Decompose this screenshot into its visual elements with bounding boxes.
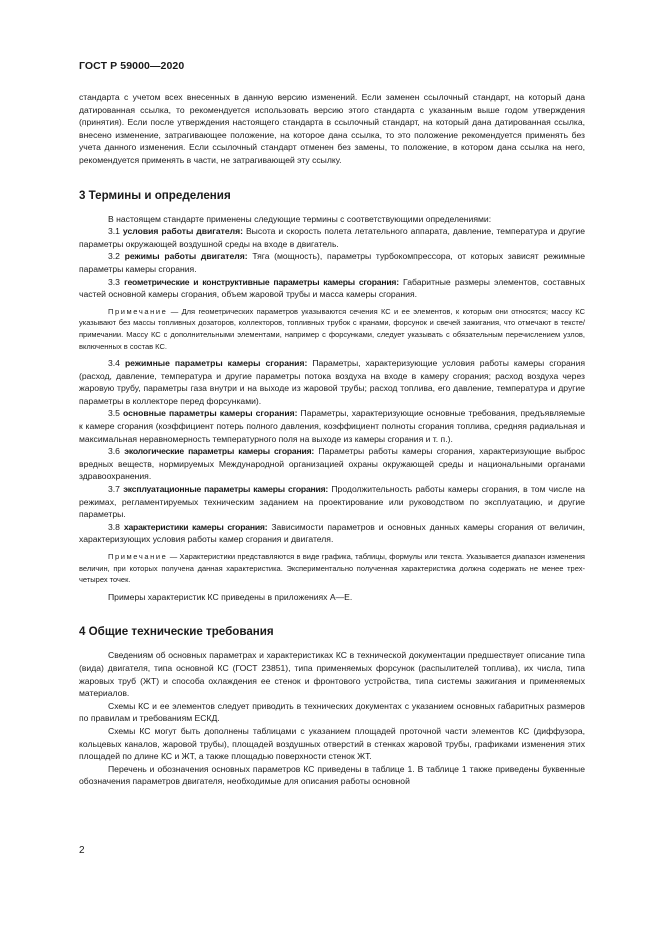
term-3-5 bbox=[79, 407, 585, 445]
term-definition: Зависимости параметров и основных данных камеры сгорания от величин, характеризующих условия работы камер сгорания и двигателя. bbox=[79, 521, 585, 545]
term-number: 3.1 bbox=[108, 226, 120, 237]
section-3-intro: В настоящем стандарте применены следующие термины с соответствующими определениями: bbox=[108, 213, 492, 224]
term-name: основные параметры камеры сгорания: bbox=[122, 408, 298, 419]
term-definition: Габаритные размеры элементов, составных частей основной камеры сгорания, объем жаровой трубы и масса камеры сгорания. bbox=[79, 276, 586, 300]
page-number: 2 bbox=[79, 845, 85, 856]
term-name: эксплуатационные параметры камеры сгорания: bbox=[123, 484, 329, 495]
term-3-7 bbox=[79, 483, 585, 521]
term-3-3 bbox=[79, 276, 585, 301]
section-4-paragraph: Схемы КС могут быть дополнены таблицами с указанием площадей проточной части элементов КС (диффузора, кольцевых каналов, жаровой трубы), площадей воздушных отверстий в стенках жаровой трубы, графиками изменения этих площадей по длине КС и ЖТ, а также площадью поверхности стенок ЖТ. bbox=[79, 725, 585, 762]
section-3-heading: 3 Термины и определения bbox=[79, 188, 231, 202]
section-4-paragraph: Перечень и обозначения основных параметров КС приведены в таблице 1. В таблице 1 также приведены буквенные обозначения параметров двигателя, необходимые для описания работы основной bbox=[79, 763, 585, 787]
term-3-6 bbox=[79, 445, 585, 483]
term-definition: Тяга (мощность), параметры турбокомпрессора, от которых зависят режимные параметры камеры сгорания. bbox=[79, 251, 586, 274]
term-3-1 bbox=[79, 225, 585, 250]
term-definition: Продолжительность работы камеры сгорания, в том числе на режимах, регламентируемых техническим заданием на проектирование или руководством по эксплуатацию, и другие параметры. bbox=[79, 484, 585, 520]
note-text: — Для геометрических параметров указываются сечения КС и ее элементов, к которым они относятся; массу КС указывают без массы топливных дозаторов, коллекторов, топливных трубок с кранами, форсунок и свечей зажигания, что отмечают в тексте/примечании. Массу КС с дополнительными элементами, например с форсунками, следует указывать с обязательным перечислением узлов, включенных в состав КС. bbox=[79, 306, 585, 351]
term-3-2 bbox=[79, 250, 585, 275]
term-definition: Параметры, характеризующие основные требования, предъявляемые к камере сгорания (коэффициент потерь полного давления, коэффициент полноты сгорания топлива, средняя радиальная и максимальная неравномерность температурного поля на выходе из камеры сгорания и т. п.). bbox=[79, 408, 586, 444]
term-number: 3.8 bbox=[108, 521, 120, 532]
term-definition: Высота и скорость полета летательного аппарата, давление, температура и другие параметры окружающей воздушной среды на входе в двигатель. bbox=[79, 226, 585, 249]
note-1 bbox=[79, 306, 585, 352]
section-4-heading: 4 Общие технические требования bbox=[79, 625, 274, 639]
note-2 bbox=[79, 551, 585, 586]
term-number: 3.6 bbox=[108, 446, 120, 457]
term-name: экологические параметры камеры сгорания: bbox=[124, 446, 315, 457]
standard-header: ГОСТ Р 59000—2020 bbox=[79, 60, 185, 72]
term-definition: Параметры работы камеры сгорания, характеризующие выброс вредных веществ, нормируемых Международной организацией охраны окружающей среды и национальными органами здравоохранения. bbox=[79, 446, 585, 482]
term-3-8 bbox=[79, 521, 585, 546]
term-number: 3.2 bbox=[108, 251, 120, 262]
intro-paragraph: стандарта с учетом всех внесенных в данную версию изменений. Если заменен ссылочный стандарт, на который дана датированная ссылка, то рекомендуется использовать версию этого стандарта с указанным выше годом утверждения (принятия). Если после утверждения настоящего стандарта в ссылочный стандарт, на который дана датированная ссылка, внесено изменение, затрагивающее положение, на которое дана ссылка, то это положение рекомендуется применять без учета данного изменения. Если ссылочный стандарт отменен без замены, то положение, в котором дана ссылка на него, рекомендуется применять в части, не затрагивающей эту ссылку. bbox=[79, 92, 585, 165]
term-number: 3.5 bbox=[108, 408, 120, 419]
term-name: режимные параметры камеры сгорания: bbox=[124, 358, 308, 369]
term-name: режимы работы двигателя: bbox=[124, 251, 248, 262]
term-name: характеристики камеры сгорания: bbox=[123, 521, 268, 532]
term-definition: Параметры, характеризующие условия работы камеры сгорания (расход, давление, температура и другие параметры потока воздуха на входе в камеру сгорания; расход воздуха через жаровую трубу, параметры газа внутри и на выходе из жаровой трубы; расход топлива, его давление, температура и другие параметры в коллекторе перед форсунками). bbox=[79, 358, 585, 406]
term-number: 3.7 bbox=[108, 484, 120, 495]
note-text: — Характеристики представляются в виде графика, таблицы, формулы или текста. Указывается диапазон изменения величин, при которых получена данная характеристика. Экспериментально полученная характеристика должна содержать не менее трех-четырех точек. bbox=[79, 552, 585, 585]
term-number: 3.4 bbox=[108, 358, 120, 369]
note-label: Примечание bbox=[108, 306, 168, 316]
term-name: геометрические и конструктивные параметры камеры сгорания: bbox=[124, 276, 399, 287]
term-3-4 bbox=[79, 357, 585, 407]
term-name: условия работы двигателя: bbox=[122, 226, 243, 237]
section-4-paragraph: Сведениям об основных параметрах и характеристиках КС в технической документации предшествует описание типа (вида) двигателя, типа основной КС (ГОСТ 23851), типа применяемых форсунок (распылителей топлива), их числа, типа жаровых труб (ЖТ) и способа охлаждения ее стенок и фронтового устройства, типа системы зажигания и применяемых материалов. bbox=[79, 650, 585, 699]
term-number: 3.3 bbox=[108, 276, 120, 287]
section-4-paragraph: Схемы КС и ее элементов следует приводить в технических документах с указанием основных габаритных размеров по правилам и требованиям ЕСКД. bbox=[79, 700, 585, 724]
note-label: Примечание bbox=[108, 552, 168, 561]
examples-reference: Примеры характеристик КС приведены в приложениях А—Е. bbox=[108, 591, 353, 602]
page-content bbox=[79, 91, 585, 788]
